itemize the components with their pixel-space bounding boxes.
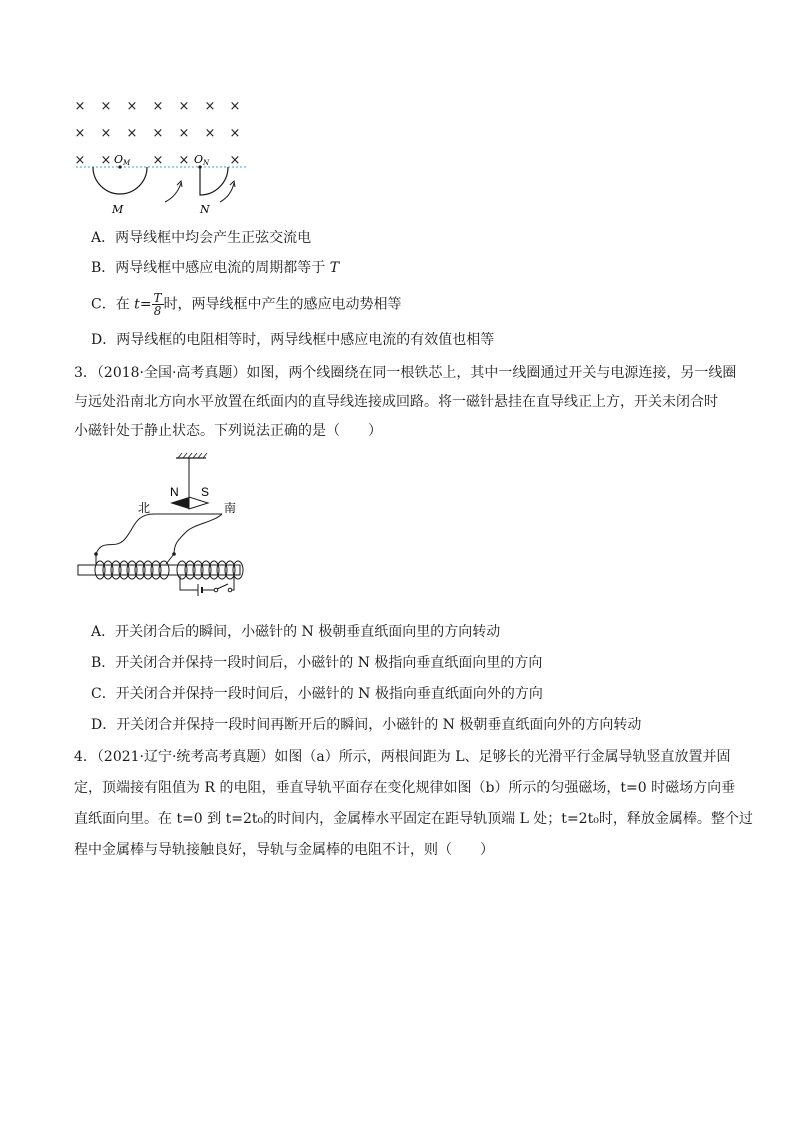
field-cross: × [178,153,190,168]
wire-right [174,514,222,554]
q2-figure [70,92,260,222]
field-cross: × [229,99,241,114]
semicircle-frame-m [93,167,147,194]
field-cross: × [204,99,216,114]
fraction-t-over-8: $\frac{T}{8}$ [153,291,162,318]
field-cross: × [204,126,216,141]
field-cross: × [126,126,138,141]
field-cross: × [100,126,112,141]
field-cross: × [100,99,112,114]
ceiling-hatch [178,453,207,458]
field-cross: × [74,99,86,114]
rotation-arrow-m [165,183,181,202]
q3-option-d: D．开关闭合并保持一段时间再断开后的瞬间，小磁针的 N 极朝垂直纸面向外的方向转动 [91,717,642,733]
switch-contact-right [228,588,232,592]
label-n: N [200,203,210,216]
label-north: 北 [138,501,151,515]
field-cross: × [229,126,241,141]
q3-stem-line-2: 与远处沿南北方向水平放置在纸面内的直导线连接成回路。将一磁针悬挂在直导线正上方，开关未闭合时 [74,394,718,410]
field-cross: × [126,99,138,114]
field-cross: × [178,126,190,141]
label-needle-n: N [170,485,179,499]
field-cross: × [100,153,112,168]
q2-option-d: D．两导线框的电阻相等时，两导线框中感应电流的有效值也相等 [91,332,495,348]
q3-option-a: A．开关闭合后的瞬间，小磁针的 N 极朝垂直纸面向里的方向转动 [91,624,501,640]
field-cross: × [178,99,190,114]
rotation-arrow-n [220,183,234,202]
q2-option-c: C．在 t= $\frac{T}{8}$ 时，两导线框中产生的感应电动势相等 [91,291,402,318]
q3-option-c: C．开关闭合并保持一段时间后，小磁针的 N 极指向垂直纸面向外的方向 [91,686,543,702]
q2-option-b: B．两导线框中感应电流的周期都等于 T [91,260,340,276]
q3-figure [74,450,254,610]
field-cross: × [152,126,164,141]
q4-line-2: 定，顶端接有阻值为 R 的电阻，垂直导轨平面存在变化规律如图（b）所示的匀强磁场，t=0 时磁场方向垂 [74,780,736,796]
switch-lever [217,584,228,589]
label-south: 南 [224,501,237,515]
q3-stem-line-1: 3．（2018·全国·高考真题）如图，两个线圈绕在同一根铁芯上，其中一线圈通过开关与电源连接，另一线圈 [74,365,737,381]
label-on: ON [194,153,210,167]
field-cross: × [152,153,164,168]
wire-left [96,514,154,554]
label-needle-s: S [201,485,210,499]
field-cross: × [229,153,241,168]
field-cross: × [74,153,86,168]
q4-line-4: 程中金属棒与导轨接触良好，导轨与金属棒的电阻不计，则（ ） [74,842,494,858]
field-cross: × [74,126,86,141]
magnetic-field-crosses [75,99,241,168]
q3-figure-svg [74,450,254,610]
q2-option-a: A．两导线框中均会产生正弦交流电 [91,230,312,246]
field-cross: × [152,99,164,114]
quarter-circle-frame-n [200,167,228,195]
label-om: OM [114,153,131,167]
q4-line-1: 4．（2021·辽宁·统考高考真题）如图（a）所示，两根间距为 L、足够长的光滑平行金属导轨竖直放置并固 [74,749,731,765]
label-m: M [112,203,124,216]
q3-option-b: B．开关闭合并保持一段时间后，小磁针的 N 极指向垂直纸面向里的方向 [91,655,543,671]
q3-stem-line-3: 小磁针处于静止状态。下列说法正确的是（ ） [74,423,382,439]
q2-figure-svg [70,92,260,222]
q4-line-3: 直纸面向里。在 t=0 到 t=2t₀的时间内，金属棒水平固定在距导轨顶端 L 处；t=2t₀时，释放金属棒。整个过 [74,811,753,827]
